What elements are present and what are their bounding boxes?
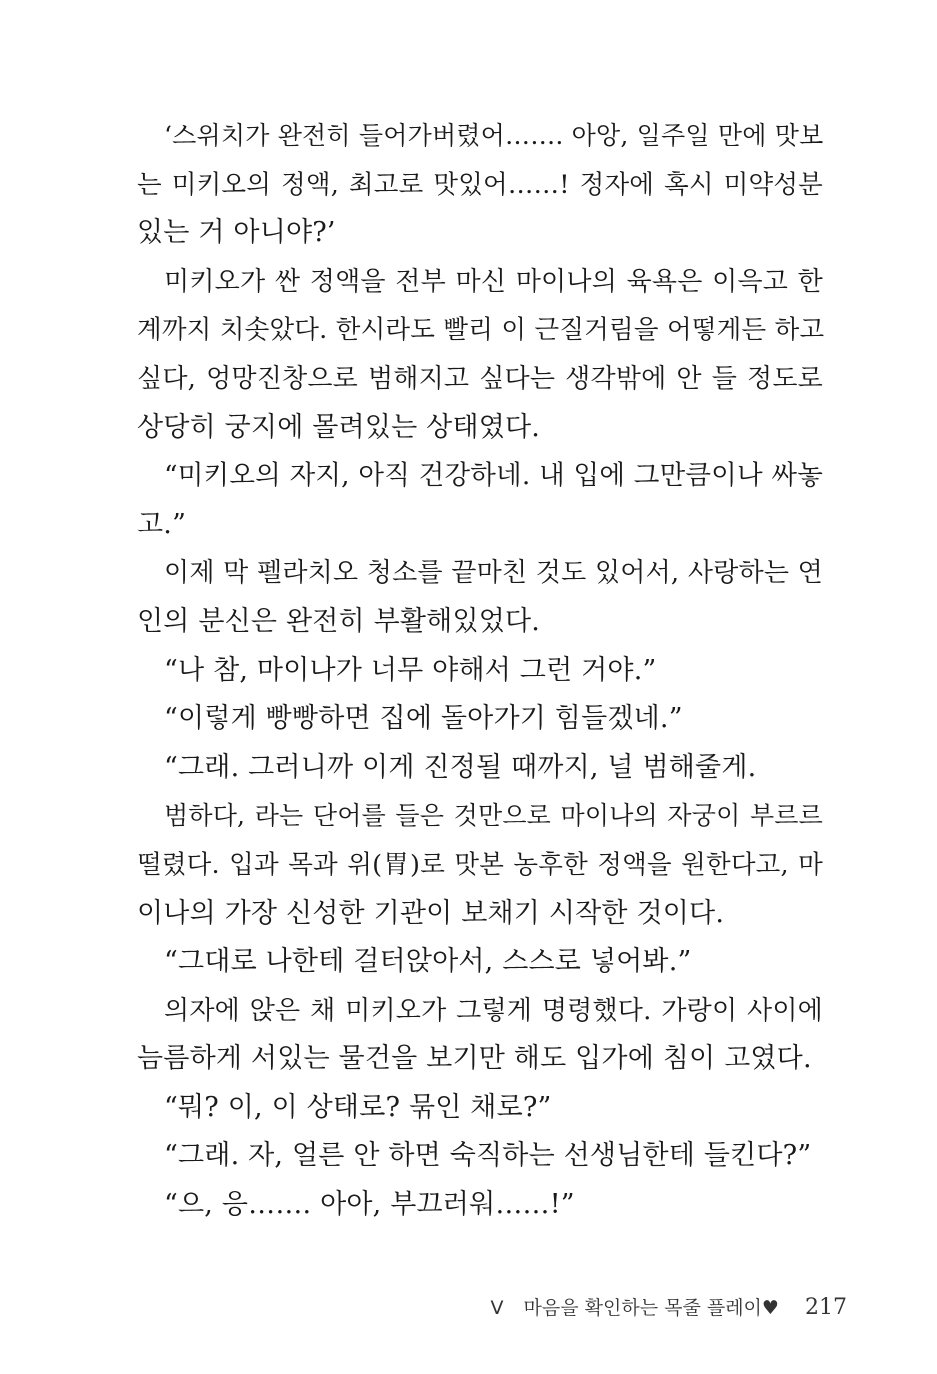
text-line: “이렇게 빵빵하면 집에 돌아가기 힘들겠네.” <box>164 703 683 735</box>
text-line: 미키오가 싼 정액을 전부 마신 마이나의 육욕은 이윽고 한 <box>164 266 823 297</box>
text-line: 는 미키오의 정액, 최고로 맛있어……! 정자에 혹시 미약성분 <box>137 169 823 200</box>
chapter-title: 마음을 확인하는 목줄 플레이♥ <box>523 1297 779 1319</box>
text-line: “나 참, 마이나가 너무 야해서 그런 거야.” <box>164 654 657 686</box>
text-line: “미키오의 자지, 아직 건강하네. 내 입에 그만큼이나 싸놓 <box>164 460 823 492</box>
text-line: “뭐? 이, 이 상태로? 묶인 채로?” <box>164 1091 552 1123</box>
text-line: 이나의 가장 신성한 기관이 보채기 시작한 것이다. <box>137 897 725 929</box>
chapter-number: V <box>490 1297 504 1319</box>
text-line: 의자에 앉은 채 미키오가 그렇게 명령했다. 가랑이 사이에 <box>164 995 823 1026</box>
text-line: ‘스위치가 완전히 들어가버렸어……. 아앙, 일주일 만에 맛보 <box>164 121 824 150</box>
text-line: 계까지 치솟았다. 한시라도 빨리 이 근질거림을 어떻게든 하고 <box>137 315 825 346</box>
text-line: 인의 분신은 완전히 부활해있었다. <box>137 605 541 637</box>
text-line: 싶다, 엉망진창으로 범해지고 싶다는 생각밖에 안 들 정도로 <box>137 363 823 394</box>
body-text <box>137 112 823 1230</box>
text-line: 이제 막 펠라치오 청소를 끝마친 것도 있어서, 사랑하는 연 <box>164 558 823 589</box>
text-line: 있는 거 아니야?’ <box>137 217 336 249</box>
text-line: 떨렸다. 입과 목과 위(胃)로 맛본 농후한 정액을 원한다고, 마 <box>137 849 823 880</box>
text-line: 고.” <box>137 508 187 540</box>
text-line: “으, 응……. 아아, 부끄러워……!” <box>164 1189 575 1221</box>
text-line: 상당히 궁지에 몰려있는 상태였다. <box>137 411 541 443</box>
running-footer <box>491 1291 848 1325</box>
page-number: 217 <box>805 1295 847 1320</box>
text-line: 늠름하게 서있는 물건을 보기만 해도 입가에 침이 고였다. <box>137 1043 812 1075</box>
text-line: “그래. 그러니까 이게 진정될 때까지, 널 범해줄게. <box>164 751 757 783</box>
text-line: “그대로 나한테 걸터앉아서, 스스로 넣어봐.” <box>164 946 692 978</box>
text-line: 범하다, 라는 단어를 들은 것만으로 마이나의 자궁이 부르르 <box>164 801 823 831</box>
text-line: “그래. 자, 얼른 안 하면 숙직하는 선생님한테 들킨다?” <box>164 1140 812 1172</box>
